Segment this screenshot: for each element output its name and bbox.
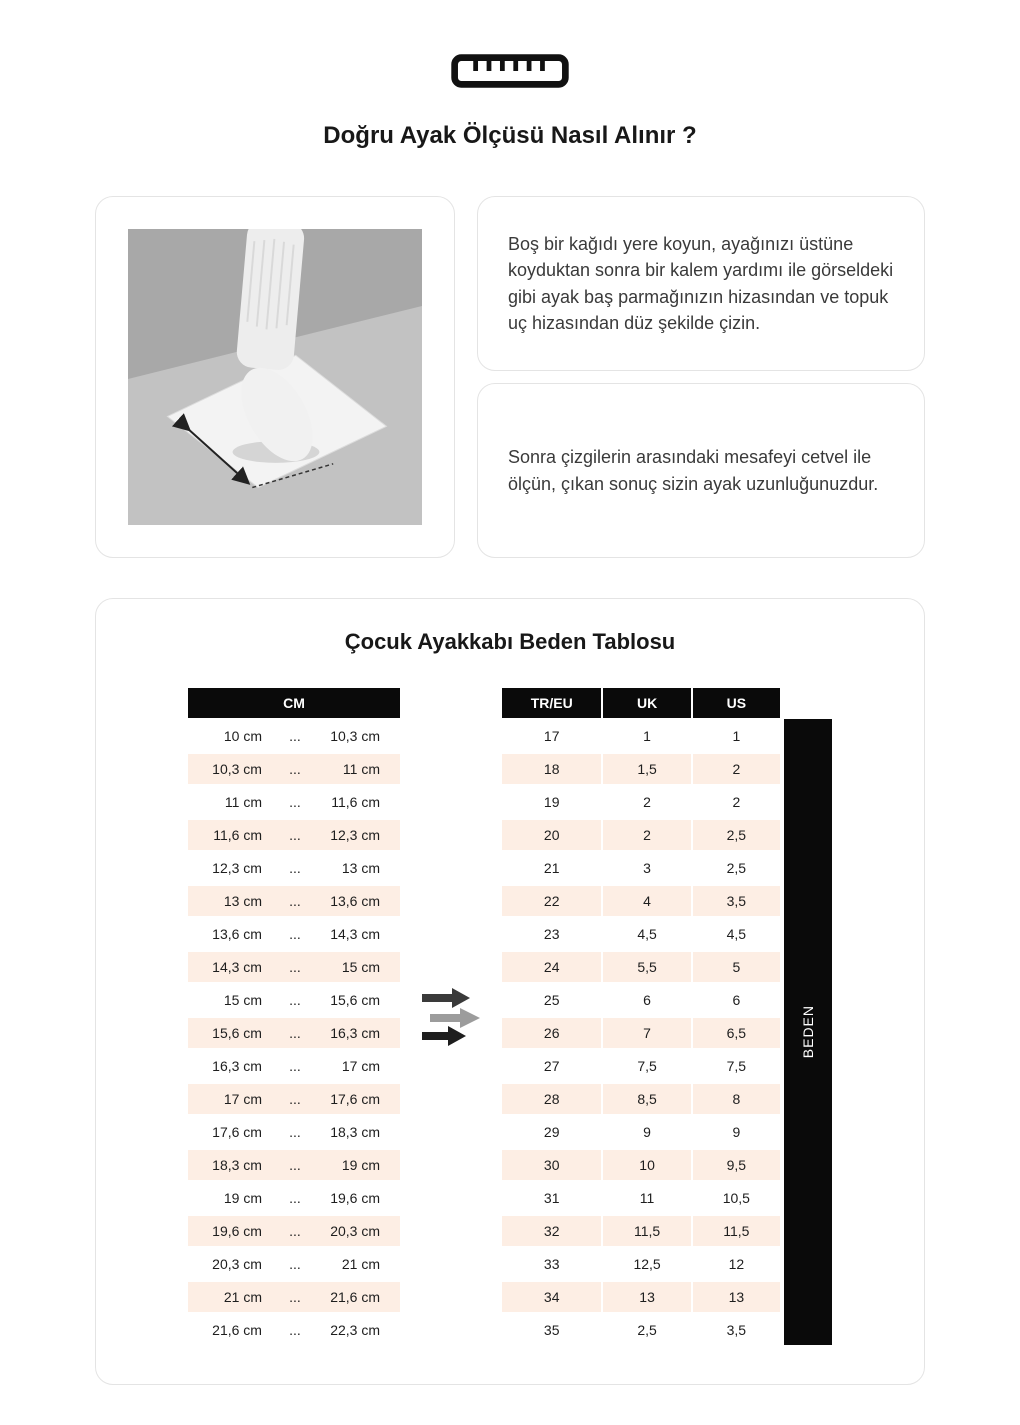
size-cell: 33: [543, 1256, 560, 1272]
cm-cell-range-min: 21 cm: [188, 1282, 274, 1312]
size-table-row: [502, 1084, 780, 1114]
size-cell: 22: [502, 886, 601, 916]
size-cell: 7: [603, 1018, 690, 1048]
size-cell: 6: [643, 992, 651, 1008]
cm-cell-range-sep: ...: [274, 820, 316, 850]
size-cell: 11: [639, 1190, 655, 1206]
size-cell: 23: [543, 926, 560, 942]
cm-cell-range-sep: ...: [274, 1216, 316, 1246]
size-cell: 13: [693, 1282, 780, 1312]
cm-table-header: CM: [188, 688, 400, 718]
cm-cell-range-sep: ...: [274, 1084, 316, 1114]
size-cell: 4,5: [726, 926, 747, 942]
cm-table-row: [188, 754, 400, 784]
size-cell: 18: [502, 754, 601, 784]
beden-vertical-bar: [784, 719, 832, 1345]
size-cell: 5: [693, 952, 780, 982]
size-cell: 10,5: [722, 1190, 750, 1206]
cm-table-row: [188, 1150, 400, 1180]
cm-table-row: [188, 952, 400, 982]
ruler-icon: [95, 50, 925, 92]
size-cell: 7,5: [637, 1058, 657, 1074]
cm-table-row: [188, 919, 400, 949]
size-table-row: [502, 985, 780, 1015]
size-table-card: [95, 598, 925, 1385]
size-cell: 30: [502, 1150, 601, 1180]
size-cell: 2,5: [637, 1322, 657, 1338]
cm-cell-range-min: 13,6 cm: [212, 926, 262, 942]
cm-cell-range-min: 14,3 cm: [188, 952, 274, 982]
cm-cell-range-min: 13 cm: [188, 886, 274, 916]
cm-cell-range-sep: ...: [274, 754, 316, 784]
cm-cell-range-min: 10 cm: [223, 728, 262, 744]
cm-table-row: [188, 1117, 400, 1147]
cm-cell-range-sep: ...: [289, 1190, 301, 1206]
cm-cell-range-max: 18,3 cm: [330, 1124, 380, 1140]
cm-cell-range-max: 21 cm: [341, 1256, 380, 1272]
cm-cell-range-sep: ...: [274, 886, 316, 916]
size-table-row: [502, 1282, 780, 1312]
cm-cell-range-min: 16,3 cm: [212, 1058, 262, 1074]
size-cell: 6,5: [693, 1018, 780, 1048]
size-cell: 9,5: [693, 1150, 780, 1180]
cm-cell-range-sep: ...: [289, 1256, 301, 1272]
cm-cell-range-max: 14,3 cm: [330, 926, 380, 942]
cm-cell-range-max: 13 cm: [341, 860, 380, 876]
cm-table-header-row: [188, 688, 400, 718]
instruction-text-1: Boş bir kağıdı yere koyun, ayağınızı üstüne koyduktan sonra bir kalem yardımı ile görseldeki gibi ayak baş parmağınızın hizasından ve topuk uç hizasından düz şekilde çizin.: [508, 234, 894, 333]
size-cell: 21: [543, 860, 560, 876]
size-cell: 35: [543, 1322, 560, 1338]
size-cell: 2: [732, 794, 741, 810]
size-table-title: Çocuk Ayakkabı Beden Tablosu: [344, 629, 676, 654]
cm-table-row: [188, 886, 400, 916]
cm-cell-range-sep: ...: [274, 1018, 316, 1048]
instruction-card-1: [477, 196, 925, 371]
size-cell: 2: [643, 794, 651, 810]
size-cell: 28: [502, 1084, 601, 1114]
size-cell: 2,5: [726, 860, 747, 876]
cm-table-row: [188, 1315, 400, 1345]
size-cell: 26: [502, 1018, 601, 1048]
cm-cell-range-min: 18,3 cm: [188, 1150, 274, 1180]
size-cell: 3: [643, 860, 651, 876]
size-table-row: [502, 1315, 780, 1345]
size-cell: 31: [543, 1190, 560, 1206]
cm-table-row: [188, 853, 400, 883]
cm-cell-range-max: 15,6 cm: [330, 992, 380, 1008]
cm-cell-range-max: 17,6 cm: [316, 1084, 400, 1114]
size-cell: 3,5: [726, 1322, 747, 1338]
size-table-row: [502, 952, 780, 982]
cm-cell-range-min: 11 cm: [224, 794, 262, 810]
cm-table-row: [188, 1282, 400, 1312]
beden-label: BEDEN: [800, 1005, 816, 1059]
size-cell: 7,5: [726, 1058, 747, 1074]
cm-cell-range-sep: ...: [274, 1282, 316, 1312]
size-cell: 10: [603, 1150, 690, 1180]
size-cell: 1: [732, 728, 741, 744]
cm-cell-range-max: 19,6 cm: [330, 1190, 380, 1206]
size-cell: 27: [543, 1058, 560, 1074]
size-cell: 13: [603, 1282, 690, 1312]
cm-cell-range-min: 21,6 cm: [212, 1322, 262, 1338]
cm-table-row: [188, 1249, 400, 1279]
size-cell: 8: [693, 1084, 780, 1114]
size-cell: 2,5: [693, 820, 780, 850]
transfer-arrows-icon: [420, 984, 488, 1050]
size-cell: 12: [728, 1256, 745, 1272]
foot-measure-photo: [128, 229, 422, 525]
size-table-row: [502, 1183, 780, 1213]
size-cell: 32: [502, 1216, 601, 1246]
size-table-row: [502, 820, 780, 850]
cm-cell-range-max: 17 cm: [341, 1058, 380, 1074]
size-cell: 24: [502, 952, 601, 982]
cm-cell-range-max: 10,3 cm: [330, 728, 380, 744]
cm-table-row: [188, 1018, 400, 1048]
cm-table-row: [188, 985, 400, 1015]
cm-table-row: [188, 820, 400, 850]
tables-row: [96, 685, 924, 1348]
cm-cell-range-sep: ...: [289, 1124, 301, 1140]
instructions-column: [477, 196, 925, 558]
size-table-header: US: [693, 688, 780, 718]
cm-cell-range-sep: ...: [289, 1322, 301, 1338]
cm-table-row: [188, 1084, 400, 1114]
cm-cell-range-min: 12,3 cm: [212, 860, 262, 876]
foot-measure-photo-card: [95, 196, 455, 558]
size-cell: 3,5: [693, 886, 780, 916]
cm-cell-range-max: 11,6 cm: [331, 794, 380, 810]
size-table-row: [502, 1018, 780, 1048]
cm-cell-range-max: 15 cm: [316, 952, 400, 982]
size-table-row: [502, 886, 780, 916]
size-conversion-table: [500, 685, 782, 1348]
cm-cell-range-min: 11,6 cm: [188, 820, 274, 850]
cm-cell-range-min: 19,6 cm: [188, 1216, 274, 1246]
size-table-header: UK: [603, 688, 690, 718]
cm-cell-range-max: 13,6 cm: [316, 886, 400, 916]
size-cell: 9: [732, 1124, 741, 1140]
cm-cell-range-min: 17 cm: [188, 1084, 274, 1114]
size-table-row: [502, 1117, 780, 1147]
size-cell: 19: [543, 794, 560, 810]
size-table-row: [502, 919, 780, 949]
size-table-header-row: [502, 688, 780, 718]
cm-cell-range-sep: ...: [274, 952, 316, 982]
size-cell: 11,5: [603, 1216, 690, 1246]
size-table-row: [502, 721, 780, 751]
cm-cell-range-max: 20,3 cm: [316, 1216, 400, 1246]
cm-cell-range-min: 20,3 cm: [212, 1256, 262, 1272]
cm-cell-range-sep: ...: [289, 992, 301, 1008]
size-cell: 25: [543, 992, 560, 1008]
cm-cell-range-min: 15,6 cm: [188, 1018, 274, 1048]
size-table-row: [502, 754, 780, 784]
cm-cell-range-min: 10,3 cm: [188, 754, 274, 784]
size-cell: 8,5: [603, 1084, 690, 1114]
size-table-row: [502, 1150, 780, 1180]
cm-cell-range-min: 15 cm: [223, 992, 262, 1008]
size-table-row: [502, 853, 780, 883]
cm-cell-range-min: 17,6 cm: [212, 1124, 262, 1140]
size-cell: 6: [732, 992, 741, 1008]
cm-cell-range-sep: ...: [289, 860, 301, 876]
cm-cell-range-max: 19 cm: [316, 1150, 400, 1180]
cm-cell-range-sep: ...: [274, 1150, 316, 1180]
size-cell: 9: [643, 1124, 651, 1140]
cm-cell-range-sep: ...: [289, 728, 301, 744]
cm-cell-range-max: 12,3 cm: [316, 820, 400, 850]
cm-cell-range-max: 21,6 cm: [316, 1282, 400, 1312]
size-cell: 11,5: [693, 1216, 780, 1246]
cm-table-row: [188, 721, 400, 751]
cm-table-row: [188, 787, 400, 817]
cm-cell-range-max: 16,3 cm: [316, 1018, 400, 1048]
size-cell: 4: [603, 886, 690, 916]
cm-cell-range-sep: ...: [289, 1058, 301, 1074]
page-title: Doğru Ayak Ölçüsü Nasıl Alınır ?: [323, 122, 697, 149]
cm-cell-range-max: 22,3 cm: [330, 1322, 380, 1338]
size-table-row: [502, 787, 780, 817]
size-cell: 17: [543, 728, 560, 744]
size-cell: 2: [603, 820, 690, 850]
cm-cell-range-min: 19 cm: [223, 1190, 262, 1206]
cm-table-row: [188, 1183, 400, 1213]
size-cell: 4,5: [637, 926, 657, 942]
size-cell: 12,5: [633, 1256, 661, 1272]
size-table-row: [502, 1051, 780, 1081]
cm-table-row: [188, 1051, 400, 1081]
size-cell: 20: [502, 820, 601, 850]
cm-cell-range-sep: ...: [289, 926, 301, 942]
size-cell: 1: [643, 728, 651, 744]
cm-cell-range-max: 11 cm: [316, 754, 400, 784]
cm-cell-range-sep: ...: [289, 794, 301, 810]
cm-table-row: [188, 1216, 400, 1246]
size-table-row: [502, 1249, 780, 1279]
size-cell: 29: [543, 1124, 560, 1140]
instruction-text-2: Sonra çizgilerin arasındaki mesafeyi cetvel ile ölçün, çıkan sonuç sizin ayak uzunluğunuzdur.: [508, 447, 879, 494]
cm-table: [188, 685, 400, 1348]
size-cell: 34: [502, 1282, 601, 1312]
measure-section: [95, 196, 925, 558]
size-cell: 5,5: [603, 952, 690, 982]
size-table-header: TR/EU: [502, 688, 601, 718]
instruction-card-2: [477, 383, 925, 558]
size-cell: 1,5: [603, 754, 690, 784]
size-table-row: [502, 1216, 780, 1246]
size-cell: 2: [693, 754, 780, 784]
